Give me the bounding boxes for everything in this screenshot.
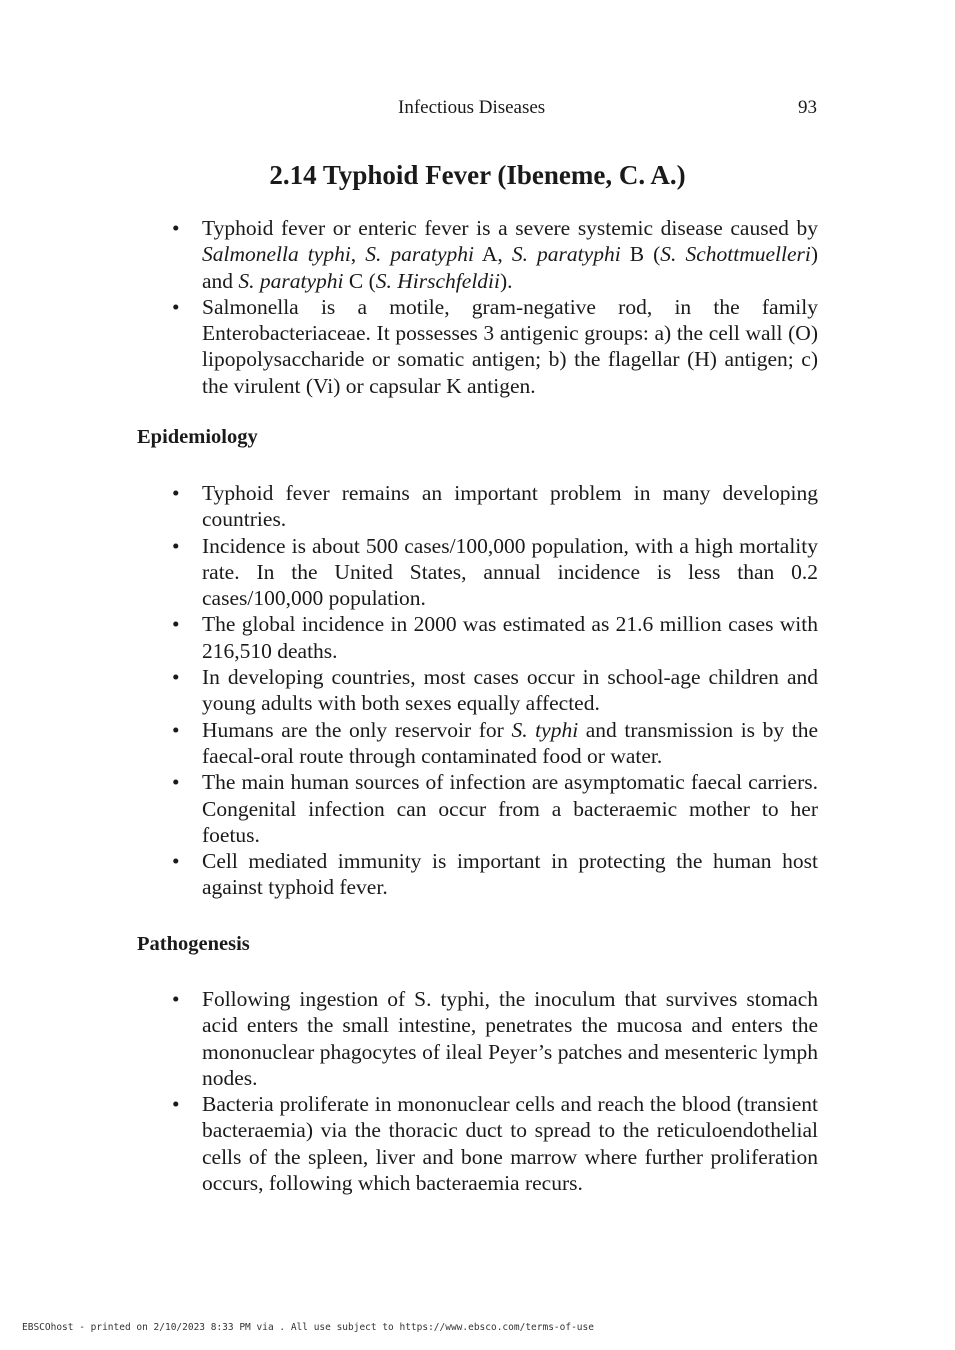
bullet-icon: •: [172, 849, 180, 874]
bullet-icon: •: [172, 1092, 180, 1117]
bullet-icon: •: [172, 612, 180, 637]
intro-list: [0, 215, 955, 399]
epidemiology-section: [0, 480, 955, 901]
epidemiology-heading: Epidemiology: [137, 426, 258, 448]
bullet-icon: •: [172, 533, 180, 558]
pathogenesis-list: [0, 986, 955, 1196]
list-item: • The global incidence in 2000 was estimated as 21.6 million cases with 216,510 deaths.: [172, 612, 818, 663]
list-item: • Humans are the only reservoir for S. typhi and transmission is by the faecal-oral route through contaminated food or water.: [172, 717, 818, 768]
list-item: • Salmonella is a motile, gram-negative rod, in the family Enterobacteriaceae. It possesses 3 antigenic groups: a) the cell wall (O) lipopolysaccharide or somatic antigen; b) the flagellar (H) antigen; c) the virulent (Vi) or capsular K antigen.: [172, 294, 818, 398]
bullet-icon: •: [172, 216, 180, 240]
list-item: • Typhoid fever remains an important problem in many developing countries.: [172, 481, 818, 532]
list-item: • Typhoid fever or enteric fever is a severe systemic disease caused by Salmonella typhi, S. paratyphi A, S. paratyphi B (S. Schottmuelleri) and S. paratyphi C (S. Hirschfeldii).: [172, 216, 819, 293]
bullet-icon: •: [172, 770, 180, 795]
bullet-icon: •: [172, 987, 180, 1011]
list-item: • Bacteria proliferate in mononuclear cells and reach the blood (transient bacteraemia) via the thoracic duct to spread to the reticuloendothelial cells of the spleen, liver and bone marrow where further proliferation occurs, following which bacteraemia recurs.: [172, 1092, 818, 1196]
running-title: Infectious Diseases: [398, 97, 546, 118]
list-item: • Incidence is about 500 cases/100,000 population, with a high mortality rate. In the United States, annual incidence is less than 0.2 cases/100,000 population.: [172, 533, 818, 611]
list-item: • Following ingestion of S. typhi, the inoculum that survives stomach acid enters the small intestine, penetrates the mucosa and enters the mononuclear phagocytes of ileal Peyer’s patches and mesenteric lymph nodes.: [172, 987, 818, 1090]
bullet-icon: •: [172, 717, 180, 742]
bullet-icon: •: [172, 665, 180, 690]
bullet-icon: •: [172, 294, 180, 319]
pathogenesis-section: [0, 986, 955, 1196]
epidemiology-list: [0, 480, 955, 901]
chapter-title: 2.14 Typhoid Fever (Ibeneme, C. A.): [269, 160, 686, 190]
list-item: • The main human sources of infection are asymptomatic faecal carriers. Congenital infection can occur from a bacteraemic mother to her foetus.: [172, 770, 818, 847]
page-number: 93: [798, 97, 817, 118]
intro-section: [0, 215, 955, 399]
running-head: [0, 97, 955, 121]
list-item: • In developing countries, most cases occur in school-age children and young adults with both sexes equally affected.: [172, 665, 818, 716]
footer-notice: EBSCOhost - printed on 2/10/2023 8:33 PM via . All use subject to https://www.ebsco.com/terms-of-use: [22, 1322, 594, 1333]
pathogenesis-heading: Pathogenesis: [137, 933, 250, 955]
bullet-icon: •: [172, 481, 180, 505]
list-item: • Cell mediated immunity is important in protecting the human host against typhoid fever.: [172, 849, 818, 900]
